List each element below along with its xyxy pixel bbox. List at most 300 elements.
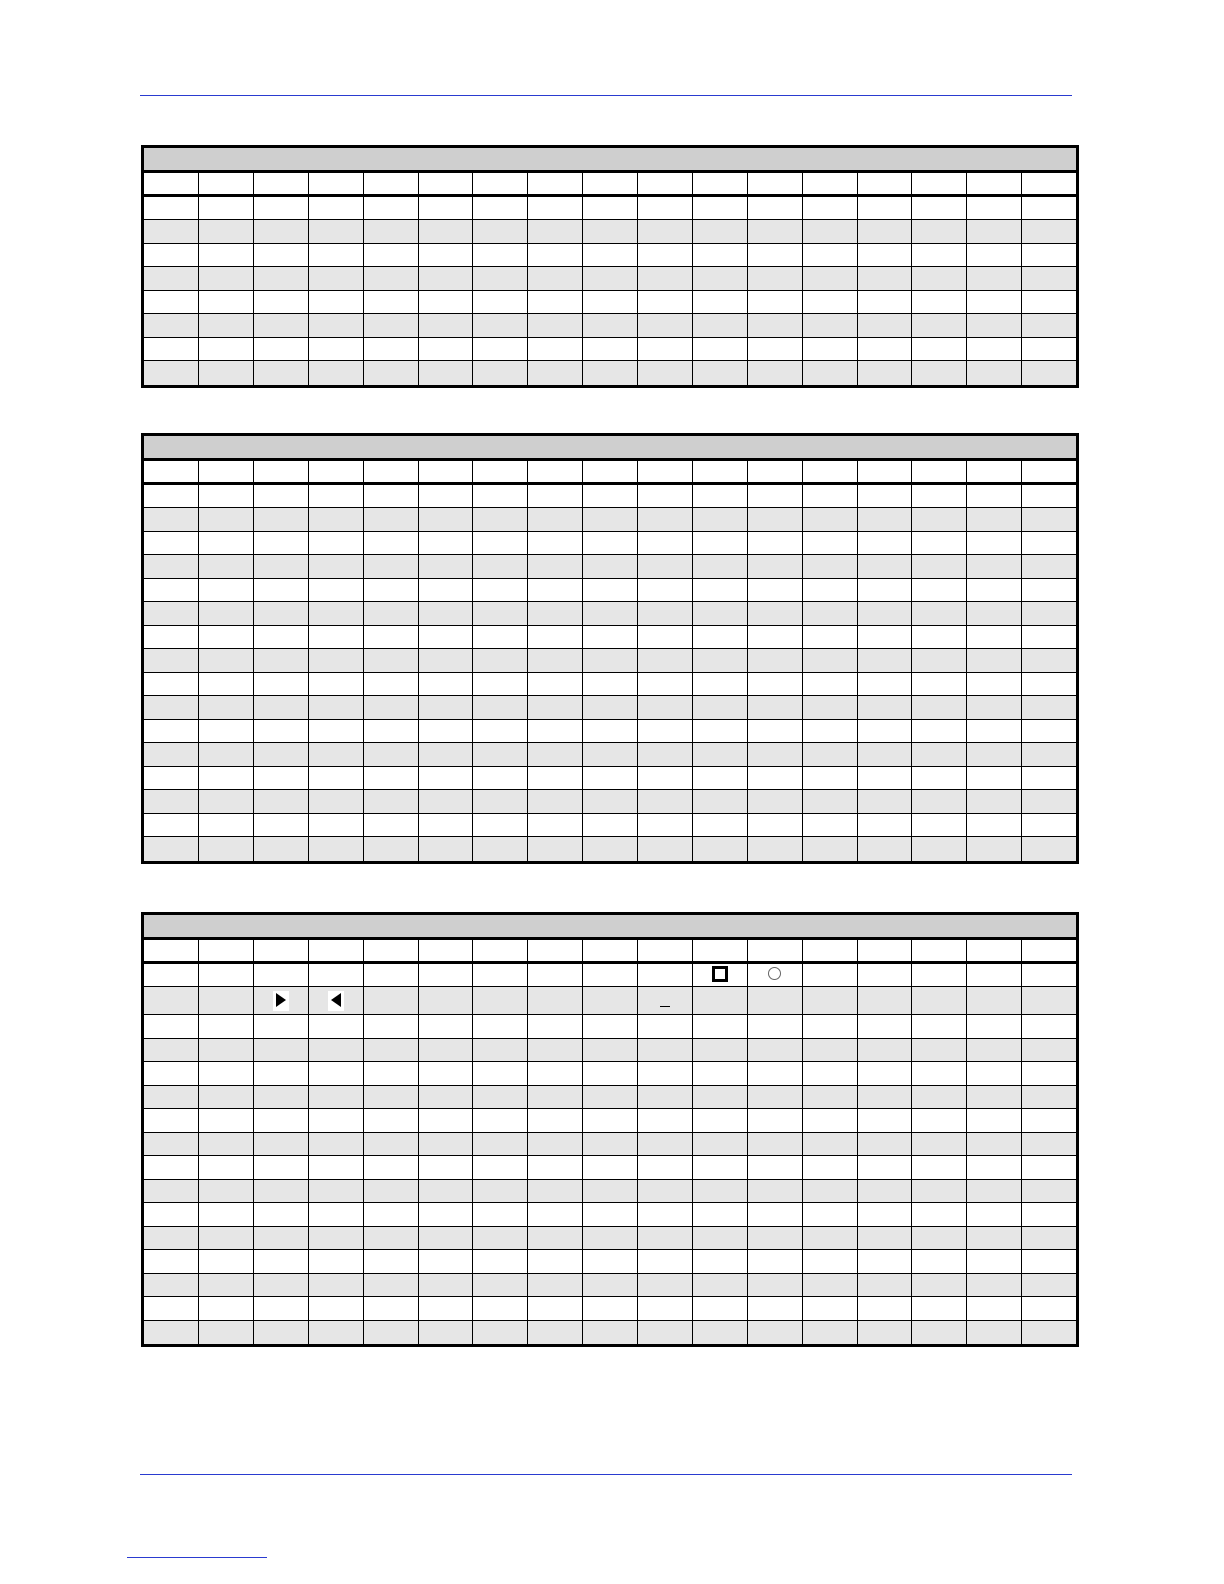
table-cell — [582, 1015, 637, 1038]
table-cell — [637, 767, 692, 790]
table-cell — [418, 1227, 473, 1250]
table-cell — [966, 579, 1021, 602]
table-cell — [692, 1109, 747, 1132]
table-cell — [966, 964, 1021, 987]
header-rule — [140, 95, 1072, 96]
table-cell — [802, 940, 857, 961]
table-cell — [418, 197, 473, 220]
table-cell — [363, 361, 418, 385]
table-cell — [582, 338, 637, 361]
table-cell — [253, 1015, 308, 1038]
table-cell — [308, 555, 363, 578]
table-cell — [857, 197, 912, 220]
table-cell — [198, 1274, 253, 1297]
table-cell — [966, 314, 1021, 337]
row-label-cell — [144, 649, 198, 672]
table-cell — [1021, 1274, 1076, 1297]
table-cell — [747, 508, 802, 531]
table-cell — [692, 197, 747, 220]
table-cell — [637, 1250, 692, 1273]
table-cell — [857, 267, 912, 290]
table-cell — [966, 220, 1021, 243]
table-cell — [802, 1086, 857, 1109]
table-cell — [308, 649, 363, 672]
table-cell — [747, 1297, 802, 1320]
table-cell — [308, 987, 363, 1014]
table-cell — [198, 197, 253, 220]
table-cell — [1021, 361, 1076, 385]
table-cell — [911, 338, 966, 361]
table-cell — [198, 767, 253, 790]
table-cell — [472, 1039, 527, 1062]
table-cell — [747, 1274, 802, 1297]
table-cell — [253, 1227, 308, 1250]
table-cell — [1021, 1156, 1076, 1179]
table-row — [144, 602, 1076, 626]
table-cell — [198, 461, 253, 482]
table-cell — [966, 602, 1021, 625]
table-cell — [802, 673, 857, 696]
table-cell — [527, 361, 582, 385]
table-cell — [198, 743, 253, 766]
table-cell — [418, 696, 473, 719]
table-cell — [747, 579, 802, 602]
table-cell — [692, 1156, 747, 1179]
table-cell — [1021, 1227, 1076, 1250]
table-cell — [582, 790, 637, 813]
table-row — [144, 767, 1076, 791]
table-cell — [802, 837, 857, 861]
table-cell — [363, 814, 418, 837]
table-cell — [857, 1039, 912, 1062]
table-cell — [637, 696, 692, 719]
row-label-cell — [144, 1039, 198, 1062]
table-cell — [527, 987, 582, 1014]
table-cell — [418, 964, 473, 987]
table-cell — [418, 987, 473, 1014]
row-label-cell — [144, 267, 198, 290]
table-cell — [637, 743, 692, 766]
table-cell — [1021, 1109, 1076, 1132]
table-cell — [692, 964, 747, 987]
table-cell — [363, 1062, 418, 1085]
table-row — [144, 555, 1076, 579]
table-cell — [857, 720, 912, 743]
table-cell — [637, 940, 692, 961]
table-cell — [1021, 1203, 1076, 1226]
table-cell — [747, 814, 802, 837]
table-cell — [637, 673, 692, 696]
table-cell — [966, 1297, 1021, 1320]
table-cell — [253, 1321, 308, 1345]
table-cell — [472, 1109, 527, 1132]
table-cell — [911, 649, 966, 672]
table-cell — [857, 1062, 912, 1085]
table-cell — [911, 197, 966, 220]
table-cell — [1021, 837, 1076, 861]
table-cell — [1021, 267, 1076, 290]
table-cell — [637, 814, 692, 837]
table-cell — [198, 485, 253, 508]
table-cell — [527, 1180, 582, 1203]
table-cell — [911, 720, 966, 743]
table-cell — [418, 602, 473, 625]
table-cell — [308, 626, 363, 649]
table-cell — [802, 602, 857, 625]
table-cell — [692, 790, 747, 813]
table-cell — [802, 555, 857, 578]
table-cell — [1021, 1250, 1076, 1273]
table-cell — [308, 814, 363, 837]
table-cell — [1021, 1015, 1076, 1038]
table-cell — [418, 361, 473, 385]
table-cell — [692, 814, 747, 837]
table-cell — [363, 579, 418, 602]
table-cell — [966, 649, 1021, 672]
table-cell — [582, 1086, 637, 1109]
table-cell — [253, 696, 308, 719]
table-cell — [966, 1015, 1021, 1038]
table-cell — [253, 1109, 308, 1132]
table-cell — [527, 197, 582, 220]
table-cell — [418, 626, 473, 649]
table-cell — [527, 579, 582, 602]
table-cell — [911, 1180, 966, 1203]
table-row — [144, 1203, 1076, 1227]
row-label-cell — [144, 696, 198, 719]
row-label-cell — [144, 767, 198, 790]
table-cell — [418, 1297, 473, 1320]
table-cell — [253, 267, 308, 290]
table-cell — [1021, 508, 1076, 531]
table-cell — [747, 1227, 802, 1250]
table-cell — [198, 837, 253, 861]
table-cell — [692, 837, 747, 861]
table-cell — [527, 814, 582, 837]
table-cell — [363, 720, 418, 743]
table-cell — [253, 814, 308, 837]
table-cell — [911, 461, 966, 482]
table-cell — [308, 1274, 363, 1297]
table-cell — [527, 338, 582, 361]
table-cell — [363, 485, 418, 508]
table-cell — [802, 579, 857, 602]
table-cell — [1021, 338, 1076, 361]
table-cell — [198, 361, 253, 385]
row-label-cell — [144, 1321, 198, 1345]
table-row — [144, 361, 1076, 385]
row-label-cell — [144, 1180, 198, 1203]
table-cell — [363, 267, 418, 290]
table-cell — [747, 1180, 802, 1203]
table-cell — [911, 291, 966, 314]
table-cell — [527, 173, 582, 194]
table-cell — [1021, 1039, 1076, 1062]
table-cell — [802, 1227, 857, 1250]
table-cell — [418, 1250, 473, 1273]
table-cell — [802, 720, 857, 743]
table-cell — [857, 940, 912, 961]
table-cell — [692, 291, 747, 314]
table-cell — [966, 837, 1021, 861]
table-cell — [911, 1227, 966, 1250]
table-cell — [692, 1250, 747, 1273]
table-cell — [966, 743, 1021, 766]
table-cell — [527, 1250, 582, 1273]
table-cell — [857, 1227, 912, 1250]
table-cell — [637, 1109, 692, 1132]
table-cell — [637, 1062, 692, 1085]
table-cell — [582, 508, 637, 531]
table-cell — [857, 1109, 912, 1132]
table-cell — [527, 1039, 582, 1062]
table-cell — [857, 1015, 912, 1038]
table-cell — [308, 338, 363, 361]
table-cell — [308, 1321, 363, 1345]
table-cell — [966, 291, 1021, 314]
table-row — [144, 1227, 1076, 1251]
table-cell — [363, 244, 418, 267]
table-cell — [253, 1156, 308, 1179]
table-cell — [472, 720, 527, 743]
table-cell — [363, 743, 418, 766]
table-row — [144, 1274, 1076, 1298]
table-cell — [418, 673, 473, 696]
table-cell — [692, 508, 747, 531]
table-cell — [911, 1297, 966, 1320]
table-cell — [1021, 532, 1076, 555]
table-cell — [911, 1015, 966, 1038]
table-cell — [1021, 244, 1076, 267]
table-cell — [582, 267, 637, 290]
table-cell — [472, 940, 527, 961]
table-cell — [911, 579, 966, 602]
table-cell — [692, 1133, 747, 1156]
table-cell — [472, 173, 527, 194]
table-cell — [966, 1227, 1021, 1250]
table-cell — [527, 673, 582, 696]
table-cell — [692, 1015, 747, 1038]
table-cell — [582, 1250, 637, 1273]
row-label-cell — [144, 1015, 198, 1038]
table-cell — [637, 361, 692, 385]
table-cell — [198, 814, 253, 837]
table-cell — [472, 1297, 527, 1320]
table-cell — [747, 837, 802, 861]
table-cell — [1021, 1086, 1076, 1109]
table-cell — [472, 1203, 527, 1226]
table-cell — [747, 987, 802, 1014]
table-cell — [911, 173, 966, 194]
table-cell — [747, 314, 802, 337]
table-cell — [472, 626, 527, 649]
triangle-left-symbol — [328, 991, 344, 1011]
table-cell — [802, 532, 857, 555]
table-cell — [418, 291, 473, 314]
table-cell — [911, 1274, 966, 1297]
table-cell — [911, 626, 966, 649]
table-cell — [692, 1062, 747, 1085]
table-cell — [692, 1274, 747, 1297]
table-cell — [582, 1156, 637, 1179]
circle-outline-symbol — [768, 967, 781, 982]
table-cell — [802, 1321, 857, 1345]
row-label-cell — [144, 1227, 198, 1250]
table-cell — [966, 197, 1021, 220]
table-1-caption-bar — [144, 148, 1076, 173]
table-cell — [857, 338, 912, 361]
table-cell — [253, 361, 308, 385]
table-cell — [198, 555, 253, 578]
table-cell — [747, 555, 802, 578]
table-cell — [253, 987, 308, 1014]
table-cell — [747, 626, 802, 649]
table-cell — [363, 940, 418, 961]
table-cell — [911, 532, 966, 555]
row-label-cell — [144, 338, 198, 361]
table-cell — [911, 814, 966, 837]
table-cell — [747, 1156, 802, 1179]
table-cell — [198, 267, 253, 290]
row-label-cell — [144, 1109, 198, 1132]
table-cell — [363, 1203, 418, 1226]
table-cell — [253, 1180, 308, 1203]
character-table-1 — [141, 145, 1079, 388]
table-cell — [527, 767, 582, 790]
table-cell — [363, 1321, 418, 1345]
table-cell — [692, 1039, 747, 1062]
table-row — [144, 1133, 1076, 1157]
table-cell — [966, 555, 1021, 578]
table-cell — [692, 673, 747, 696]
table-cell — [747, 244, 802, 267]
table-cell — [966, 1321, 1021, 1345]
table-cell — [363, 1297, 418, 1320]
table-cell — [418, 1180, 473, 1203]
table-cell — [418, 244, 473, 267]
table-cell — [253, 602, 308, 625]
table-cell — [1021, 602, 1076, 625]
table-cell — [472, 987, 527, 1014]
table-row — [144, 1321, 1076, 1345]
table-cell — [747, 1086, 802, 1109]
table-cell — [637, 602, 692, 625]
table-cell — [966, 987, 1021, 1014]
table-cell — [472, 1133, 527, 1156]
table-cell — [418, 837, 473, 861]
table-cell — [418, 720, 473, 743]
table-cell — [582, 1274, 637, 1297]
table-cell — [1021, 173, 1076, 194]
table-cell — [911, 1250, 966, 1273]
table-cell — [527, 220, 582, 243]
table-cell — [857, 987, 912, 1014]
table-cell — [472, 291, 527, 314]
table-cell — [966, 485, 1021, 508]
table-cell — [308, 1203, 363, 1226]
table-cell — [911, 1156, 966, 1179]
table-cell — [198, 1039, 253, 1062]
row-label-cell — [144, 743, 198, 766]
table-cell — [363, 508, 418, 531]
table-cell — [582, 1227, 637, 1250]
table-cell — [582, 940, 637, 961]
table-cell — [363, 1086, 418, 1109]
table-cell — [1021, 314, 1076, 337]
row-label-cell — [144, 532, 198, 555]
table-cell — [911, 1039, 966, 1062]
table-cell — [802, 338, 857, 361]
table-cell — [253, 720, 308, 743]
table-cell — [253, 1086, 308, 1109]
row-label-cell — [144, 461, 198, 482]
table-row — [144, 267, 1076, 291]
table-cell — [1021, 673, 1076, 696]
triangle-right-symbol — [273, 991, 289, 1011]
table-cell — [527, 1109, 582, 1132]
table-row — [144, 197, 1076, 221]
table-cell — [472, 361, 527, 385]
table-cell — [308, 720, 363, 743]
table-cell — [308, 485, 363, 508]
table-cell — [747, 1321, 802, 1345]
table-cell — [911, 1203, 966, 1226]
table-cell — [637, 1321, 692, 1345]
table-cell — [198, 579, 253, 602]
table-row — [144, 626, 1076, 650]
table-cell — [692, 743, 747, 766]
table-cell — [472, 1180, 527, 1203]
table-cell — [802, 267, 857, 290]
table-cell — [857, 555, 912, 578]
table-cell — [911, 987, 966, 1014]
row-label-cell — [144, 361, 198, 385]
table-cell — [527, 790, 582, 813]
table-cell — [198, 940, 253, 961]
table-cell — [857, 173, 912, 194]
table-cell — [637, 1180, 692, 1203]
table-cell — [527, 696, 582, 719]
table-cell — [198, 1086, 253, 1109]
table-cell — [692, 1321, 747, 1345]
table-1-body — [144, 173, 1076, 385]
table-cell — [582, 1321, 637, 1345]
table-cell — [911, 314, 966, 337]
table-cell — [637, 1086, 692, 1109]
table-cell — [637, 987, 692, 1014]
table-cell — [692, 720, 747, 743]
table-cell — [527, 267, 582, 290]
table-row — [144, 1156, 1076, 1180]
table-cell — [637, 508, 692, 531]
table-cell — [308, 837, 363, 861]
table-cell — [692, 220, 747, 243]
table-cell — [363, 555, 418, 578]
table-cell — [911, 485, 966, 508]
table-cell — [1021, 197, 1076, 220]
table-cell — [418, 579, 473, 602]
table-cell — [911, 361, 966, 385]
table-cell — [472, 338, 527, 361]
table-cell — [418, 173, 473, 194]
table-cell — [692, 532, 747, 555]
table-cell — [418, 1062, 473, 1085]
table-cell — [911, 1062, 966, 1085]
table-cell — [472, 767, 527, 790]
table-header-row — [144, 461, 1076, 485]
table-cell — [1021, 626, 1076, 649]
circle-outline-icon — [768, 967, 781, 980]
